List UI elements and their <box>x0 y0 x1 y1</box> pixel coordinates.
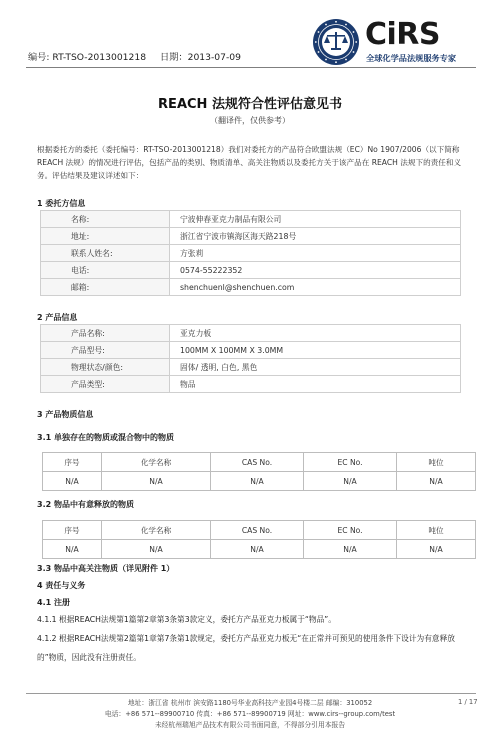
column-header: EC No. <box>304 521 397 540</box>
released-substances-table <box>42 520 476 559</box>
field-label: 产品类型: <box>41 376 170 393</box>
field-label: 产品名称: <box>41 325 170 342</box>
client-info-table <box>40 210 461 296</box>
table-row <box>41 211 461 228</box>
field-label: 名称: <box>41 211 170 228</box>
field-value: 浙江省宁波市镇海区海天路218号 <box>170 228 461 245</box>
section-3-heading: 3 产品物质信息 <box>37 410 94 419</box>
document-number-and-date <box>28 49 241 63</box>
field-value: 宁波伸春亚克力制品有限公司 <box>170 211 461 228</box>
field-value: 亚克力板 <box>170 325 461 342</box>
field-value: 100MM X 100MM X 3.0MM <box>170 342 461 359</box>
field-value: 方张莉 <box>170 245 461 262</box>
section-1-heading: 1 委托方信息 <box>37 199 86 208</box>
table-cell: N/A <box>304 540 397 559</box>
column-header: 化学名称 <box>102 521 211 540</box>
table-cell: N/A <box>102 540 211 559</box>
section-3-2-heading: 3.2 物品中有意释放的物质 <box>37 500 134 509</box>
field-label: 联系人姓名: <box>41 245 170 262</box>
table-cell: N/A <box>102 472 211 491</box>
field-value: shenchuenl@shenchuen.com <box>170 279 461 296</box>
column-header: 吨位 <box>397 521 476 540</box>
page-number: 1 / 17 <box>458 698 478 706</box>
document-title: REACH 法规符合性评估意见书 <box>158 97 342 112</box>
cirs-seal-logo-icon <box>312 18 360 66</box>
column-header: EC No. <box>304 453 397 472</box>
table-cell: N/A <box>43 540 102 559</box>
table-row <box>41 262 461 279</box>
section-4-heading: 4 责任与义务 <box>37 581 86 590</box>
field-value: 固体/ 透明, 白色, 黑色 <box>170 359 461 376</box>
section-3-3-heading: 3.3 物品中高关注物质（详见附件 1） <box>37 564 175 573</box>
table-row <box>41 376 461 393</box>
table-row <box>41 279 461 296</box>
table-row <box>41 245 461 262</box>
field-label: 电话: <box>41 262 170 279</box>
table-cell: N/A <box>397 472 476 491</box>
footer-divider <box>26 693 476 694</box>
column-header: CAS No. <box>211 453 304 472</box>
header-divider <box>26 67 476 68</box>
column-header: 吨位 <box>397 453 476 472</box>
table-cell: N/A <box>397 540 476 559</box>
field-value: 0574-55222352 <box>170 262 461 279</box>
field-label: 地址: <box>41 228 170 245</box>
product-info-table <box>40 324 461 393</box>
field-value: 物品 <box>170 376 461 393</box>
cirs-logo-text: CiRS <box>365 17 441 52</box>
table-cell: N/A <box>211 540 304 559</box>
footer-address: 地址：浙江省 杭州市 滨安路1180号华业高科技产业园4号楼二层 邮编：310052 <box>127 699 373 707</box>
document-subtitle: （翻译件，仅供参考） <box>210 116 290 125</box>
column-header: 化学名称 <box>102 453 211 472</box>
field-label: 物理状态/颜色: <box>41 359 170 376</box>
substances-table <box>42 452 476 491</box>
table-header-row <box>43 521 476 540</box>
header <box>0 0 500 70</box>
table-cell: N/A <box>43 472 102 491</box>
field-label: 产品型号: <box>41 342 170 359</box>
footer-notice: 未经杭州瑞旭产品技术有限公司书面同意，不得部分引用本报告 <box>154 721 346 729</box>
document-date: 日期：2013-07-09 <box>160 52 242 63</box>
table-row <box>41 342 461 359</box>
section-2-heading: 2 产品信息 <box>37 313 78 322</box>
table-row <box>41 359 461 376</box>
table-row <box>43 472 476 491</box>
paragraph-4-1-2: 4.1.2 根据REACH法规第2篇第1章第7条第1款规定，委托方产品亚克力板无“在正常并可预见的使用条件下设计为有意释放的”物质，因此没有注册责任。 <box>37 634 455 662</box>
section-3-1-heading: 3.1 单独存在的物质或混合物中的物质 <box>37 433 174 442</box>
table-cell: N/A <box>211 472 304 491</box>
table-row <box>43 540 476 559</box>
table-header-row <box>43 453 476 472</box>
table-cell: N/A <box>304 472 397 491</box>
footer-contact: 电话：+86 571--89900710 传真：+86 571--89900719 网址：www.cirs--group.com/test <box>104 710 396 718</box>
paragraph-4-1-1: 4.1.1 根据REACH法规第1篇第2章第3条第3款定义，委托方产品亚克力板属于“物品”。 <box>37 615 336 624</box>
column-header: 序号 <box>43 453 102 472</box>
cirs-tagline: 全球化学品法规服务专家 <box>366 53 457 63</box>
table-row <box>41 228 461 245</box>
field-label: 邮箱: <box>41 279 170 296</box>
column-header: CAS No. <box>211 521 304 540</box>
column-header: 序号 <box>43 521 102 540</box>
document-number: 编号: RT-TSO-2013001218 <box>28 52 147 63</box>
section-4-1-heading: 4.1 注册 <box>37 598 70 607</box>
table-row <box>41 325 461 342</box>
intro-paragraph: 根据委托方的委托（委托编号：RT-TSO-2013001218）我们对委托方的产品符合欧盟法规（EC）No 1907/2006（以下简称 REACH 法规）的情况进行评估，包括产品的类别、物质清单、高关注物质以及委托方关于该产品在 REACH 法规下的责任和义务。评估结果及建议详述如下： <box>37 145 462 180</box>
